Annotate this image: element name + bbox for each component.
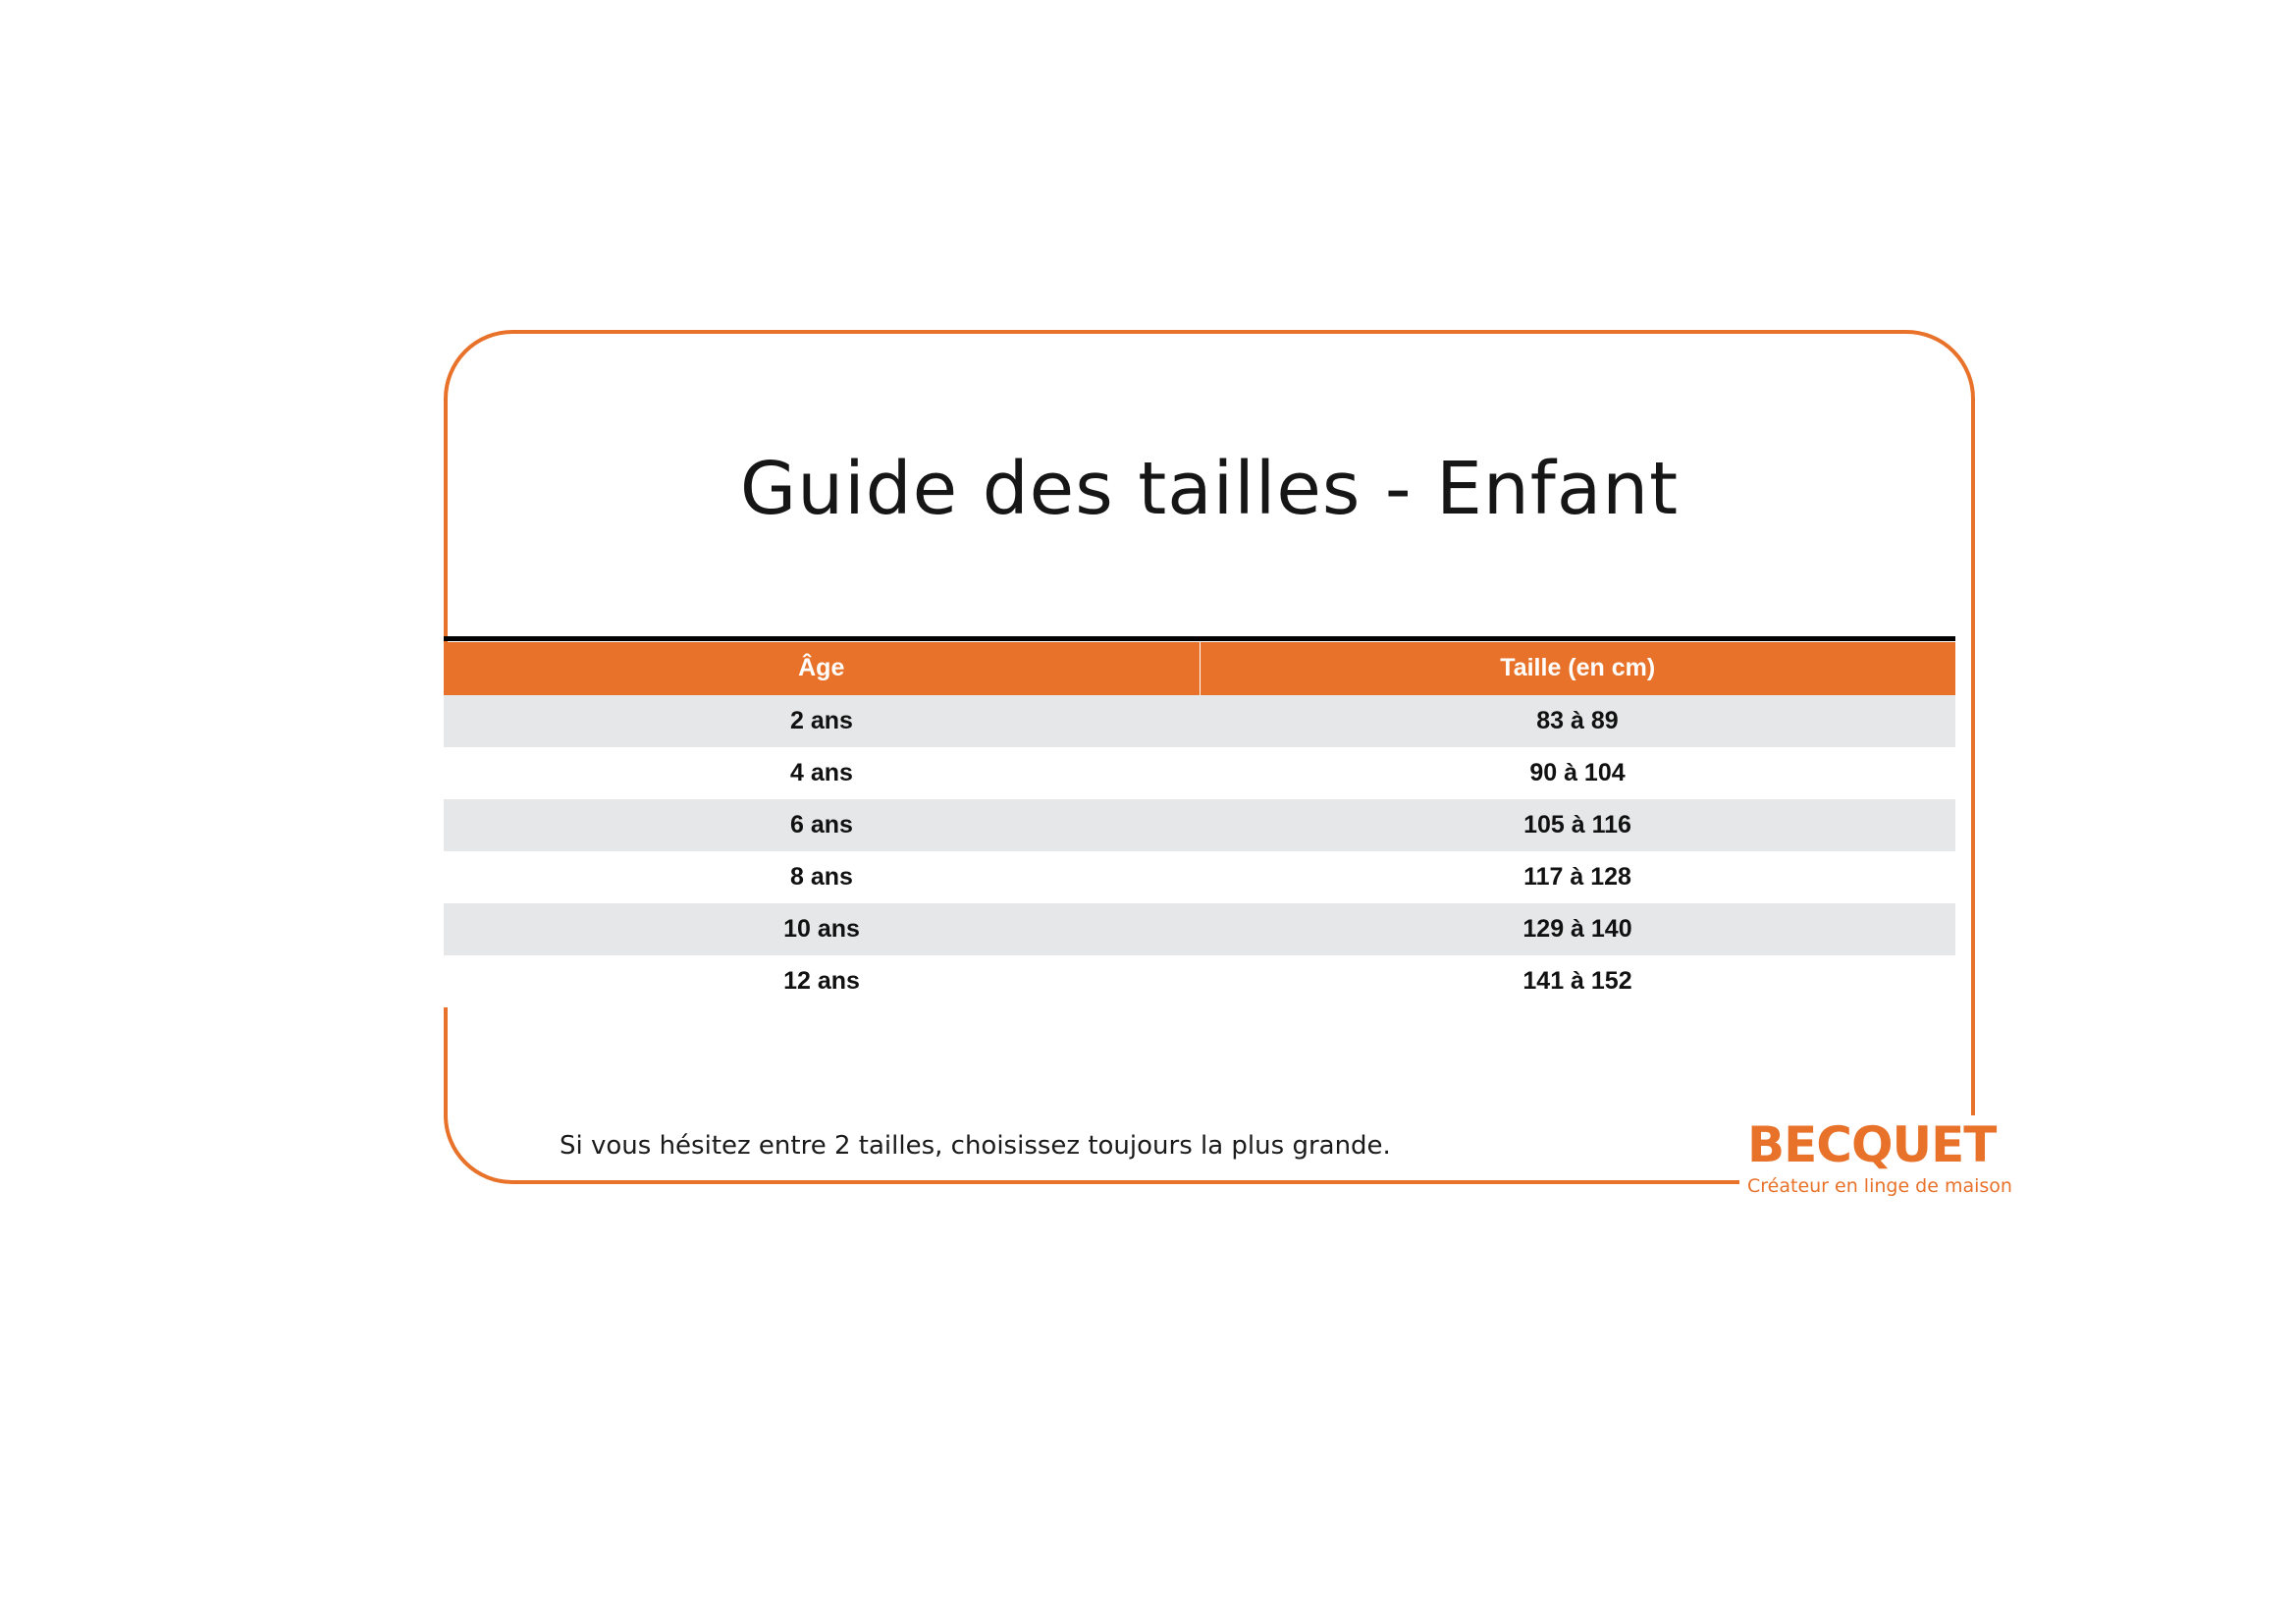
table-body: [444, 695, 1955, 1007]
cell-age: 10 ans: [444, 903, 1200, 955]
cell-taille: 129 à 140: [1200, 903, 1955, 955]
cell-age: 6 ans: [444, 799, 1200, 851]
column-header-taille: Taille (en cm): [1200, 642, 1955, 695]
cell-taille: 105 à 116: [1200, 799, 1955, 851]
cell-age: 4 ans: [444, 747, 1200, 799]
cell-taille: 83 à 89: [1200, 695, 1955, 747]
table-row: [444, 695, 1955, 747]
table-header: [444, 642, 1955, 695]
table-header-row: [444, 642, 1955, 695]
cell-age: 2 ans: [444, 695, 1200, 747]
size-table-container: [444, 642, 1955, 1007]
table-row: [444, 903, 1955, 955]
table-row: [444, 747, 1955, 799]
cell-taille: 90 à 104: [1200, 747, 1955, 799]
cell-taille: 141 à 152: [1200, 955, 1955, 1007]
cell-age: 8 ans: [444, 851, 1200, 903]
cell-age: 12 ans: [444, 955, 1200, 1007]
brand-logo: [1739, 1115, 2012, 1201]
brand-name: BECQUET: [1747, 1116, 1997, 1173]
table-row: [444, 955, 1955, 1007]
table-top-rule: [444, 636, 1955, 641]
column-header-age: Âge: [444, 642, 1200, 695]
footnote-text: Si vous hésitez entre 2 tailles, choisissez toujours la plus grande.: [560, 1131, 1391, 1161]
cell-taille: 117 à 128: [1200, 851, 1955, 903]
brand-tagline: Créateur en linge de maison: [1747, 1174, 2012, 1197]
page-title: Guide des tailles - Enfant: [739, 447, 1680, 531]
table-row: [444, 799, 1955, 851]
table-row: [444, 851, 1955, 903]
size-table: [444, 642, 1955, 1007]
